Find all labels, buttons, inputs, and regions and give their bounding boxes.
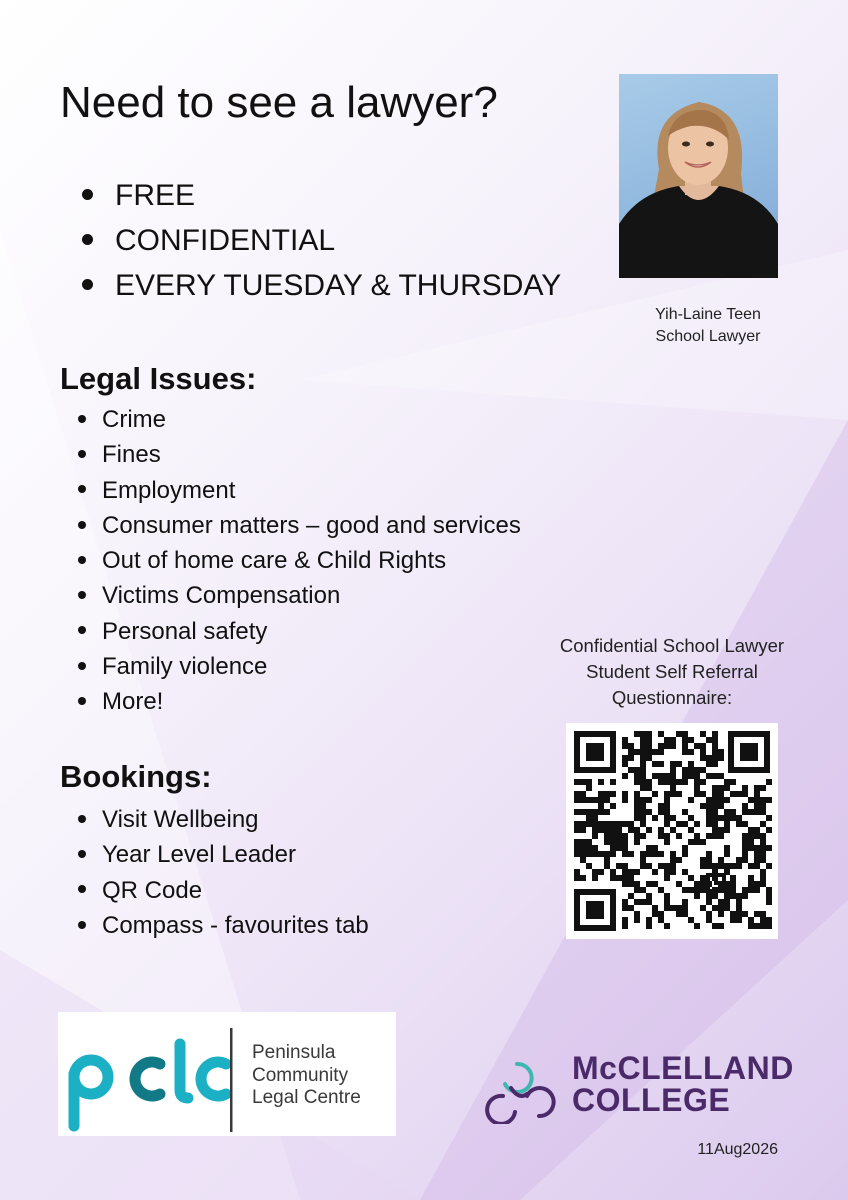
- mcclelland-emblem-icon: [481, 1054, 559, 1124]
- list-item: Crime: [78, 402, 521, 437]
- legal-issues-heading: Legal Issues:: [60, 361, 257, 396]
- date-stamp: 11Aug2026: [697, 1141, 778, 1158]
- bookings-list: [78, 802, 369, 943]
- qr-code[interactable]: [566, 723, 778, 939]
- list-item: Family violence: [78, 649, 521, 684]
- legal-issues-list: [78, 402, 521, 720]
- pclc-name: [252, 1042, 361, 1110]
- pclc-name-line: Legal Centre: [252, 1087, 361, 1108]
- mcclelland-name-line: McCLELLAND: [572, 1050, 794, 1086]
- pclc-name-line: Community: [252, 1064, 349, 1086]
- pclc-name-line: Peninsula: [252, 1042, 336, 1063]
- highlight-schedule: EVERY TUESDAY & THURSDAY: [82, 266, 561, 311]
- list-item: Compass - favourites tab: [78, 908, 369, 943]
- list-item: Consumer matters – good and services: [78, 508, 521, 543]
- page-title: Need to see a lawyer?: [60, 78, 498, 127]
- qr-label: [532, 633, 812, 711]
- lawyer-role: School Lawyer: [655, 328, 761, 345]
- list-item: Personal safety: [78, 614, 521, 649]
- highlights-list: [82, 176, 561, 311]
- qr-label-line: Questionnaire:: [611, 687, 733, 708]
- mcclelland-name-line: COLLEGE: [572, 1082, 731, 1118]
- mcclelland-name: [572, 1052, 794, 1116]
- list-item: Out of home care & Child Rights: [78, 543, 521, 578]
- list-item: Fines: [78, 437, 521, 472]
- list-item: Year Level Leader: [78, 837, 369, 872]
- qr-label-line: Student Self Referral: [586, 661, 758, 682]
- pclc-logo: [58, 1012, 396, 1136]
- bookings-heading: Bookings:: [60, 759, 212, 794]
- list-item: More!: [78, 684, 521, 719]
- qr-label-line: Confidential School Lawyer: [559, 635, 785, 656]
- list-item: Visit Wellbeing: [78, 802, 369, 837]
- list-item: QR Code: [78, 873, 369, 908]
- highlight-confidential: CONFIDENTIAL: [82, 221, 561, 266]
- list-item: Employment: [78, 473, 521, 508]
- lawyer-photo: [619, 74, 778, 278]
- list-item: Victims Compensation: [78, 578, 521, 613]
- lawyer-name: Yih-Laine Teen: [655, 306, 761, 323]
- highlight-free: FREE: [82, 176, 561, 221]
